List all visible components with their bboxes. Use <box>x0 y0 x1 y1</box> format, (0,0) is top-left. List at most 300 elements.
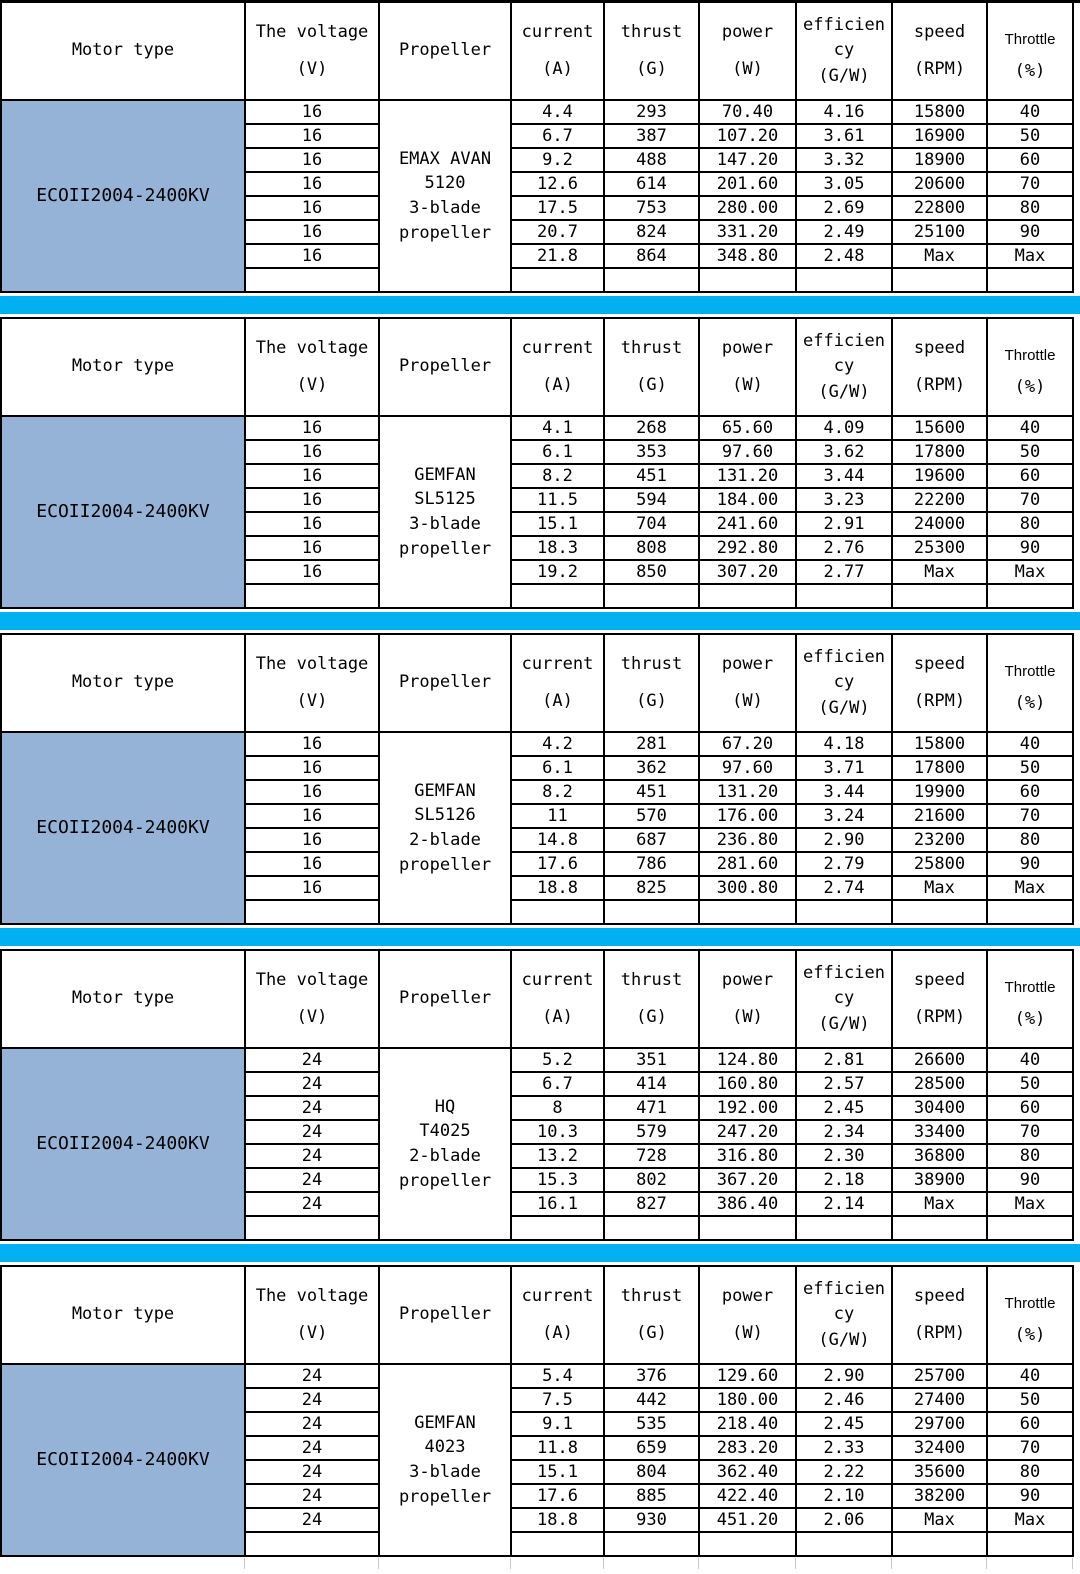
efficiency-cell: 2.48 <box>796 244 892 268</box>
throttle-cell: 80 <box>987 196 1073 220</box>
throttle-cell: 70 <box>987 804 1073 828</box>
power-cell: 451.20 <box>699 1508 796 1532</box>
header-cell-power: power (W) <box>699 950 796 1048</box>
power-cell: 236.80 <box>699 828 796 852</box>
current-cell: 14.8 <box>511 828 604 852</box>
tables-container <box>0 1 1080 1557</box>
data-row <box>1 732 1073 756</box>
efficiency-cell: 2.69 <box>796 196 892 220</box>
current-cell: 10.3 <box>511 1120 604 1144</box>
power-cell: 247.20 <box>699 1120 796 1144</box>
power-cell: 348.80 <box>699 244 796 268</box>
current-cell <box>511 1216 604 1240</box>
header-cell-propeller: Propeller <box>379 318 511 416</box>
separator-bar <box>0 1244 1080 1262</box>
current-cell: 6.7 <box>511 1072 604 1096</box>
efficiency-cell: 2.14 <box>796 1192 892 1216</box>
throttle-cell: 50 <box>987 1072 1073 1096</box>
speed-cell: 29700 <box>892 1412 987 1436</box>
header-cell-voltage: The voltage (V) <box>245 2 379 100</box>
throttle-cell: 40 <box>987 1048 1073 1072</box>
voltage-cell: 16 <box>245 876 379 900</box>
voltage-cell: 16 <box>245 172 379 196</box>
current-cell: 17.6 <box>511 1484 604 1508</box>
current-cell: 6.1 <box>511 756 604 780</box>
current-cell: 21.8 <box>511 244 604 268</box>
speed-cell: 16900 <box>892 124 987 148</box>
voltage-cell: 16 <box>245 148 379 172</box>
thrust-test-table <box>0 1 1074 293</box>
header-row <box>1 950 1073 1048</box>
thrust-cell: 687 <box>604 828 699 852</box>
voltage-cell: 24 <box>245 1120 379 1144</box>
throttle-cell: 60 <box>987 1096 1073 1120</box>
efficiency-cell: 2.46 <box>796 1388 892 1412</box>
bottom-gridline <box>891 1558 892 1569</box>
thrust-cell: 728 <box>604 1144 699 1168</box>
speed-cell <box>892 584 987 608</box>
current-cell: 6.7 <box>511 124 604 148</box>
header-cell-motor-type: Motor type <box>1 950 245 1048</box>
power-cell: 292.80 <box>699 536 796 560</box>
efficiency-cell: 4.09 <box>796 416 892 440</box>
header-cell-voltage: The voltage (V) <box>245 318 379 416</box>
power-cell: 147.20 <box>699 148 796 172</box>
thrust-cell: 824 <box>604 220 699 244</box>
voltage-cell: 24 <box>245 1096 379 1120</box>
efficiency-cell: 3.44 <box>796 464 892 488</box>
thrust-cell: 451 <box>604 464 699 488</box>
header-cell-propeller: Propeller <box>379 950 511 1048</box>
thrust-cell <box>604 1532 699 1556</box>
header-throttle-unit: (%) <box>1014 1009 1046 1029</box>
throttle-cell: 40 <box>987 416 1073 440</box>
speed-cell <box>892 1216 987 1240</box>
speed-cell: 32400 <box>892 1436 987 1460</box>
power-cell <box>699 1216 796 1240</box>
thrust-cell: 753 <box>604 196 699 220</box>
efficiency-cell <box>796 1532 892 1556</box>
data-row <box>1 100 1073 124</box>
thrust-cell: 387 <box>604 124 699 148</box>
current-cell: 5.4 <box>511 1364 604 1388</box>
throttle-cell <box>987 900 1073 924</box>
speed-cell: 38900 <box>892 1168 987 1192</box>
current-cell: 4.4 <box>511 100 604 124</box>
voltage-cell: 24 <box>245 1460 379 1484</box>
voltage-cell: 24 <box>245 1072 379 1096</box>
header-cell-motor-type: Motor type <box>1 318 245 416</box>
thrust-test-table <box>0 633 1074 925</box>
voltage-cell: 16 <box>245 512 379 536</box>
bottom-gridline <box>510 1558 511 1569</box>
throttle-cell: 60 <box>987 780 1073 804</box>
header-cell-voltage: The voltage (V) <box>245 634 379 732</box>
voltage-cell: 16 <box>245 536 379 560</box>
speed-cell: 26600 <box>892 1048 987 1072</box>
thrust-cell <box>604 1216 699 1240</box>
header-row <box>1 1266 1073 1364</box>
voltage-cell: 24 <box>245 1192 379 1216</box>
header-cell-throttle <box>987 634 1073 732</box>
header-cell-motor-type: Motor type <box>1 2 245 100</box>
thrust-cell: 802 <box>604 1168 699 1192</box>
efficiency-cell <box>796 268 892 292</box>
efficiency-cell: 2.81 <box>796 1048 892 1072</box>
current-cell: 18.3 <box>511 536 604 560</box>
current-cell: 4.2 <box>511 732 604 756</box>
throttle-cell: 40 <box>987 100 1073 124</box>
power-cell: 280.00 <box>699 196 796 220</box>
power-cell: 180.00 <box>699 1388 796 1412</box>
efficiency-cell: 2.34 <box>796 1120 892 1144</box>
throttle-cell: Max <box>987 1508 1073 1532</box>
speed-cell: 15800 <box>892 732 987 756</box>
throttle-cell: Max <box>987 560 1073 584</box>
current-cell: 9.2 <box>511 148 604 172</box>
header-cell-efficiency: efficien cy (G/W) <box>796 2 892 100</box>
thrust-cell: 594 <box>604 488 699 512</box>
thrust-cell: 362 <box>604 756 699 780</box>
efficiency-cell: 3.62 <box>796 440 892 464</box>
header-cell-speed: speed (RPM) <box>892 1266 987 1364</box>
power-cell: 107.20 <box>699 124 796 148</box>
header-cell-throttle <box>987 2 1073 100</box>
current-cell: 11.5 <box>511 488 604 512</box>
header-cell-power: power (W) <box>699 2 796 100</box>
speed-cell: 17800 <box>892 756 987 780</box>
power-cell: 67.20 <box>699 732 796 756</box>
thrust-cell: 414 <box>604 1072 699 1096</box>
efficiency-cell: 2.77 <box>796 560 892 584</box>
efficiency-cell: 2.45 <box>796 1412 892 1436</box>
header-throttle-word: Throttle <box>1004 979 1056 996</box>
header-throttle-word: Throttle <box>1004 1295 1056 1312</box>
speed-cell: 19900 <box>892 780 987 804</box>
voltage-cell: 16 <box>245 828 379 852</box>
power-cell: 386.40 <box>699 1192 796 1216</box>
speed-cell <box>892 268 987 292</box>
thrust-test-table <box>0 1265 1074 1557</box>
header-throttle-unit: (%) <box>1014 693 1046 713</box>
speed-cell: 30400 <box>892 1096 987 1120</box>
voltage-cell <box>245 900 379 924</box>
power-cell: 300.80 <box>699 876 796 900</box>
current-cell: 11 <box>511 804 604 828</box>
power-cell <box>699 1532 796 1556</box>
efficiency-cell: 2.22 <box>796 1460 892 1484</box>
current-cell: 18.8 <box>511 876 604 900</box>
header-cell-voltage: The voltage (V) <box>245 1266 379 1364</box>
speed-cell: 21600 <box>892 804 987 828</box>
throttle-cell: 90 <box>987 852 1073 876</box>
voltage-cell: 16 <box>245 100 379 124</box>
current-cell: 8.2 <box>511 780 604 804</box>
header-throttle-unit: (%) <box>1014 377 1046 397</box>
voltage-cell: 24 <box>245 1508 379 1532</box>
thrust-cell: 351 <box>604 1048 699 1072</box>
propeller-cell: GEMFAN 4023 3-blade propeller <box>379 1364 511 1556</box>
header-cell-efficiency: efficien cy (G/W) <box>796 634 892 732</box>
current-cell: 18.8 <box>511 1508 604 1532</box>
thrust-cell: 451 <box>604 780 699 804</box>
speed-cell: Max <box>892 1192 987 1216</box>
speed-cell: 33400 <box>892 1120 987 1144</box>
thrust-cell: 471 <box>604 1096 699 1120</box>
propeller-cell: HQ T4025 2-blade propeller <box>379 1048 511 1240</box>
voltage-cell: 16 <box>245 732 379 756</box>
bottom-gridline <box>378 1558 379 1569</box>
voltage-cell: 16 <box>245 244 379 268</box>
thrust-cell <box>604 900 699 924</box>
voltage-cell: 16 <box>245 852 379 876</box>
throttle-cell: 90 <box>987 220 1073 244</box>
voltage-cell: 16 <box>245 560 379 584</box>
header-cell-thrust: thrust (G) <box>604 1266 699 1364</box>
voltage-cell: 24 <box>245 1388 379 1412</box>
throttle-cell: 70 <box>987 172 1073 196</box>
header-cell-current: current (A) <box>511 634 604 732</box>
thrust-cell: 825 <box>604 876 699 900</box>
thrust-cell: 614 <box>604 172 699 196</box>
voltage-cell: 16 <box>245 416 379 440</box>
speed-cell: 23200 <box>892 828 987 852</box>
voltage-cell: 24 <box>245 1484 379 1508</box>
power-cell: 367.20 <box>699 1168 796 1192</box>
thrust-cell: 579 <box>604 1120 699 1144</box>
header-cell-power: power (W) <box>699 634 796 732</box>
power-cell: 97.60 <box>699 756 796 780</box>
thrust-cell: 804 <box>604 1460 699 1484</box>
header-throttle-word: Throttle <box>1004 347 1056 364</box>
voltage-cell: 24 <box>245 1168 379 1192</box>
efficiency-cell: 3.05 <box>796 172 892 196</box>
motor-type-cell: ECOII2004-2400KV <box>1 416 245 608</box>
speed-cell: 35600 <box>892 1460 987 1484</box>
current-cell: 9.1 <box>511 1412 604 1436</box>
header-throttle-word: Throttle <box>1004 31 1056 48</box>
current-cell: 16.1 <box>511 1192 604 1216</box>
power-cell <box>699 268 796 292</box>
voltage-cell: 16 <box>245 440 379 464</box>
voltage-cell: 16 <box>245 756 379 780</box>
header-cell-efficiency: efficien cy (G/W) <box>796 950 892 1048</box>
header-cell-speed: speed (RPM) <box>892 634 987 732</box>
voltage-cell: 16 <box>245 780 379 804</box>
current-cell: 19.2 <box>511 560 604 584</box>
power-cell <box>699 584 796 608</box>
thrust-cell: 281 <box>604 732 699 756</box>
thrust-cell <box>604 584 699 608</box>
efficiency-cell: 4.16 <box>796 100 892 124</box>
throttle-cell: 50 <box>987 440 1073 464</box>
header-cell-efficiency: efficien cy (G/W) <box>796 318 892 416</box>
thrust-cell: 442 <box>604 1388 699 1412</box>
data-row <box>1 1364 1073 1388</box>
voltage-cell: 24 <box>245 1048 379 1072</box>
power-cell: 160.80 <box>699 1072 796 1096</box>
speed-cell: 15800 <box>892 100 987 124</box>
separator-bar <box>0 612 1080 630</box>
thrust-cell: 885 <box>604 1484 699 1508</box>
speed-cell: 24000 <box>892 512 987 536</box>
efficiency-cell: 2.74 <box>796 876 892 900</box>
speed-cell <box>892 900 987 924</box>
speed-cell: 28500 <box>892 1072 987 1096</box>
speed-cell: Max <box>892 876 987 900</box>
current-cell: 12.6 <box>511 172 604 196</box>
speed-cell: Max <box>892 1508 987 1532</box>
data-row <box>1 1048 1073 1072</box>
thrust-test-table <box>0 949 1074 1241</box>
voltage-cell: 24 <box>245 1412 379 1436</box>
speed-cell: 17800 <box>892 440 987 464</box>
propeller-cell: GEMFAN SL5126 2-blade propeller <box>379 732 511 924</box>
header-cell-thrust: thrust (G) <box>604 634 699 732</box>
thrust-cell: 704 <box>604 512 699 536</box>
throttle-cell: Max <box>987 876 1073 900</box>
current-cell: 7.5 <box>511 1388 604 1412</box>
throttle-cell: 70 <box>987 488 1073 512</box>
header-cell-motor-type: Motor type <box>1 634 245 732</box>
thrust-cell: 786 <box>604 852 699 876</box>
thrust-test-table <box>0 317 1074 609</box>
speed-cell: 15600 <box>892 416 987 440</box>
propeller-cell: EMAX AVAN 5120 3-blade propeller <box>379 100 511 292</box>
header-cell-thrust: thrust (G) <box>604 950 699 1048</box>
speed-cell: 36800 <box>892 1144 987 1168</box>
speed-cell: Max <box>892 560 987 584</box>
voltage-cell <box>245 1216 379 1240</box>
speed-cell: 18900 <box>892 148 987 172</box>
thrust-cell: 535 <box>604 1412 699 1436</box>
throttle-cell <box>987 268 1073 292</box>
header-cell-thrust: thrust (G) <box>604 318 699 416</box>
separator-bar <box>0 928 1080 946</box>
power-cell: 70.40 <box>699 100 796 124</box>
efficiency-cell: 3.44 <box>796 780 892 804</box>
power-cell: 362.40 <box>699 1460 796 1484</box>
speed-cell: 22200 <box>892 488 987 512</box>
header-cell-efficiency: efficien cy (G/W) <box>796 1266 892 1364</box>
current-cell <box>511 268 604 292</box>
speed-cell: 25700 <box>892 1364 987 1388</box>
motor-type-cell: ECOII2004-2400KV <box>1 1048 245 1240</box>
bottom-gridline <box>603 1558 604 1569</box>
header-cell-power: power (W) <box>699 318 796 416</box>
header-cell-throttle <box>987 950 1073 1048</box>
current-cell: 17.5 <box>511 196 604 220</box>
bottom-gridline <box>795 1558 796 1569</box>
propeller-cell: GEMFAN SL5125 3-blade propeller <box>379 416 511 608</box>
current-cell: 11.8 <box>511 1436 604 1460</box>
current-cell: 15.3 <box>511 1168 604 1192</box>
current-cell: 15.1 <box>511 1460 604 1484</box>
efficiency-cell: 2.10 <box>796 1484 892 1508</box>
throttle-cell: 40 <box>987 732 1073 756</box>
power-cell: 307.20 <box>699 560 796 584</box>
current-cell: 13.2 <box>511 1144 604 1168</box>
throttle-cell: Max <box>987 244 1073 268</box>
current-cell: 5.2 <box>511 1048 604 1072</box>
power-cell: 331.20 <box>699 220 796 244</box>
efficiency-cell: 2.45 <box>796 1096 892 1120</box>
header-row <box>1 634 1073 732</box>
throttle-cell: 60 <box>987 148 1073 172</box>
bottom-gridline <box>1072 1558 1073 1569</box>
voltage-cell <box>245 1532 379 1556</box>
current-cell: 20.7 <box>511 220 604 244</box>
speed-cell: 19600 <box>892 464 987 488</box>
throttle-cell <box>987 1216 1073 1240</box>
efficiency-cell: 2.18 <box>796 1168 892 1192</box>
current-cell <box>511 1532 604 1556</box>
throttle-cell: Max <box>987 1192 1073 1216</box>
throttle-cell: 90 <box>987 1484 1073 1508</box>
power-cell: 124.80 <box>699 1048 796 1072</box>
throttle-cell: 60 <box>987 1412 1073 1436</box>
throttle-cell: 50 <box>987 124 1073 148</box>
efficiency-cell: 2.30 <box>796 1144 892 1168</box>
efficiency-cell: 3.32 <box>796 148 892 172</box>
power-cell: 176.00 <box>699 804 796 828</box>
header-cell-voltage: The voltage (V) <box>245 950 379 1048</box>
header-cell-power: power (W) <box>699 1266 796 1364</box>
header-cell-throttle <box>987 1266 1073 1364</box>
motor-type-cell: ECOII2004-2400KV <box>1 100 245 292</box>
efficiency-cell <box>796 900 892 924</box>
efficiency-cell: 2.49 <box>796 220 892 244</box>
header-cell-propeller: Propeller <box>379 1266 511 1364</box>
power-cell: 131.20 <box>699 464 796 488</box>
power-cell: 192.00 <box>699 1096 796 1120</box>
efficiency-cell <box>796 584 892 608</box>
power-cell: 422.40 <box>699 1484 796 1508</box>
voltage-cell: 16 <box>245 220 379 244</box>
power-cell: 316.80 <box>699 1144 796 1168</box>
thrust-cell: 353 <box>604 440 699 464</box>
header-cell-thrust: thrust (G) <box>604 2 699 100</box>
efficiency-cell: 2.06 <box>796 1508 892 1532</box>
speed-cell: Max <box>892 244 987 268</box>
efficiency-cell: 2.90 <box>796 1364 892 1388</box>
power-cell: 201.60 <box>699 172 796 196</box>
power-cell: 283.20 <box>699 1436 796 1460</box>
power-cell: 218.40 <box>699 1412 796 1436</box>
speed-cell: 20600 <box>892 172 987 196</box>
throttle-cell <box>987 1532 1073 1556</box>
speed-cell: 27400 <box>892 1388 987 1412</box>
header-row <box>1 318 1073 416</box>
thrust-cell: 827 <box>604 1192 699 1216</box>
thrust-cell: 864 <box>604 244 699 268</box>
header-cell-throttle <box>987 318 1073 416</box>
voltage-cell: 16 <box>245 804 379 828</box>
header-throttle-word: Throttle <box>1004 663 1056 680</box>
voltage-cell: 16 <box>245 124 379 148</box>
efficiency-cell: 3.23 <box>796 488 892 512</box>
speed-cell <box>892 1532 987 1556</box>
efficiency-cell: 3.71 <box>796 756 892 780</box>
header-cell-current: current (A) <box>511 1266 604 1364</box>
thrust-cell: 376 <box>604 1364 699 1388</box>
header-cell-speed: speed (RPM) <box>892 2 987 100</box>
throttle-cell: 50 <box>987 1388 1073 1412</box>
efficiency-cell: 2.33 <box>796 1436 892 1460</box>
power-cell: 241.60 <box>699 512 796 536</box>
thrust-cell: 850 <box>604 560 699 584</box>
header-cell-propeller: Propeller <box>379 2 511 100</box>
